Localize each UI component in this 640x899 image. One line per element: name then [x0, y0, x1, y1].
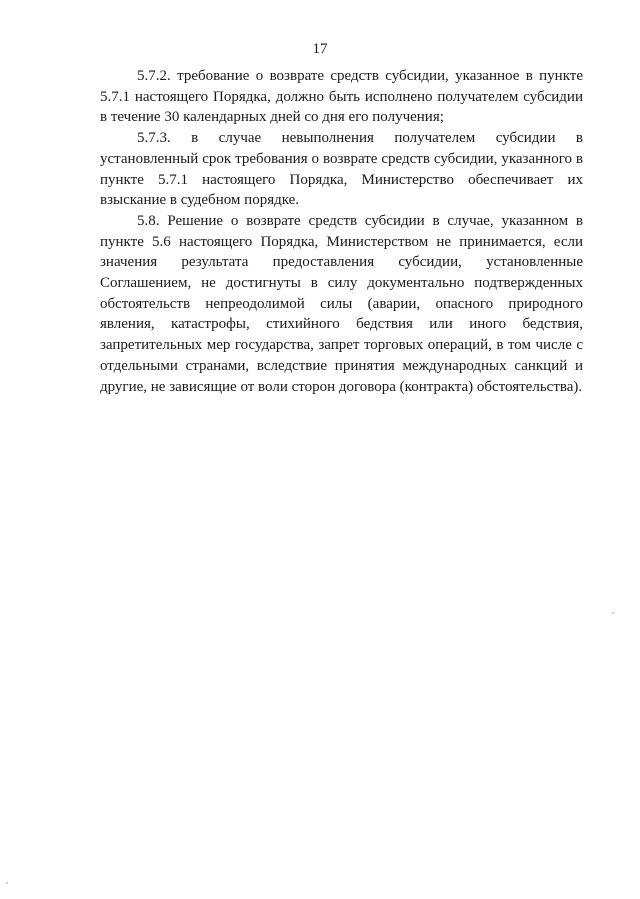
paragraph-5-8: 5.8. Решение о возврате средств субсидии в случае, указанном в пункте 5.6 настоящего Порядка, Министерством не принимается, если значения результата предоставления субсидии, установленные Соглашением, не достигнуты в силу документально подтвержденных обстоятельств непреодолимой силы (аварии, опасного природного явления, катастрофы, стихийного бедствия или иного бедствия, запретительных мер государства, запрет торговых операций, в том числе с отдельными странами, вследствие принятия международных санкций и другие, не зависящие от воли сторон договора (контракта) обстоятельства). [100, 212, 583, 395]
scan-speck [6, 882, 8, 884]
page-number: 17 [312, 41, 328, 57]
scan-speck [612, 612, 614, 614]
paragraph-5-7-2: 5.7.2. требование о возврате средств субсидии, указанное в пункте 5.7.1 настоящего Порядка, должно быть исполнено получателем субсидии в течение 30 календарных дней со дня его получения; [100, 68, 583, 126]
document-body [100, 66, 583, 397]
paragraph-5-7-3: 5.7.3. в случае невыполнения получателем субсидии в установленный срок требования о возврате средств субсидии, указанного в пункте 5.7.1 настоящего Порядка, Министерство обеспечивает их взыскание в судебном порядке. [100, 130, 583, 209]
